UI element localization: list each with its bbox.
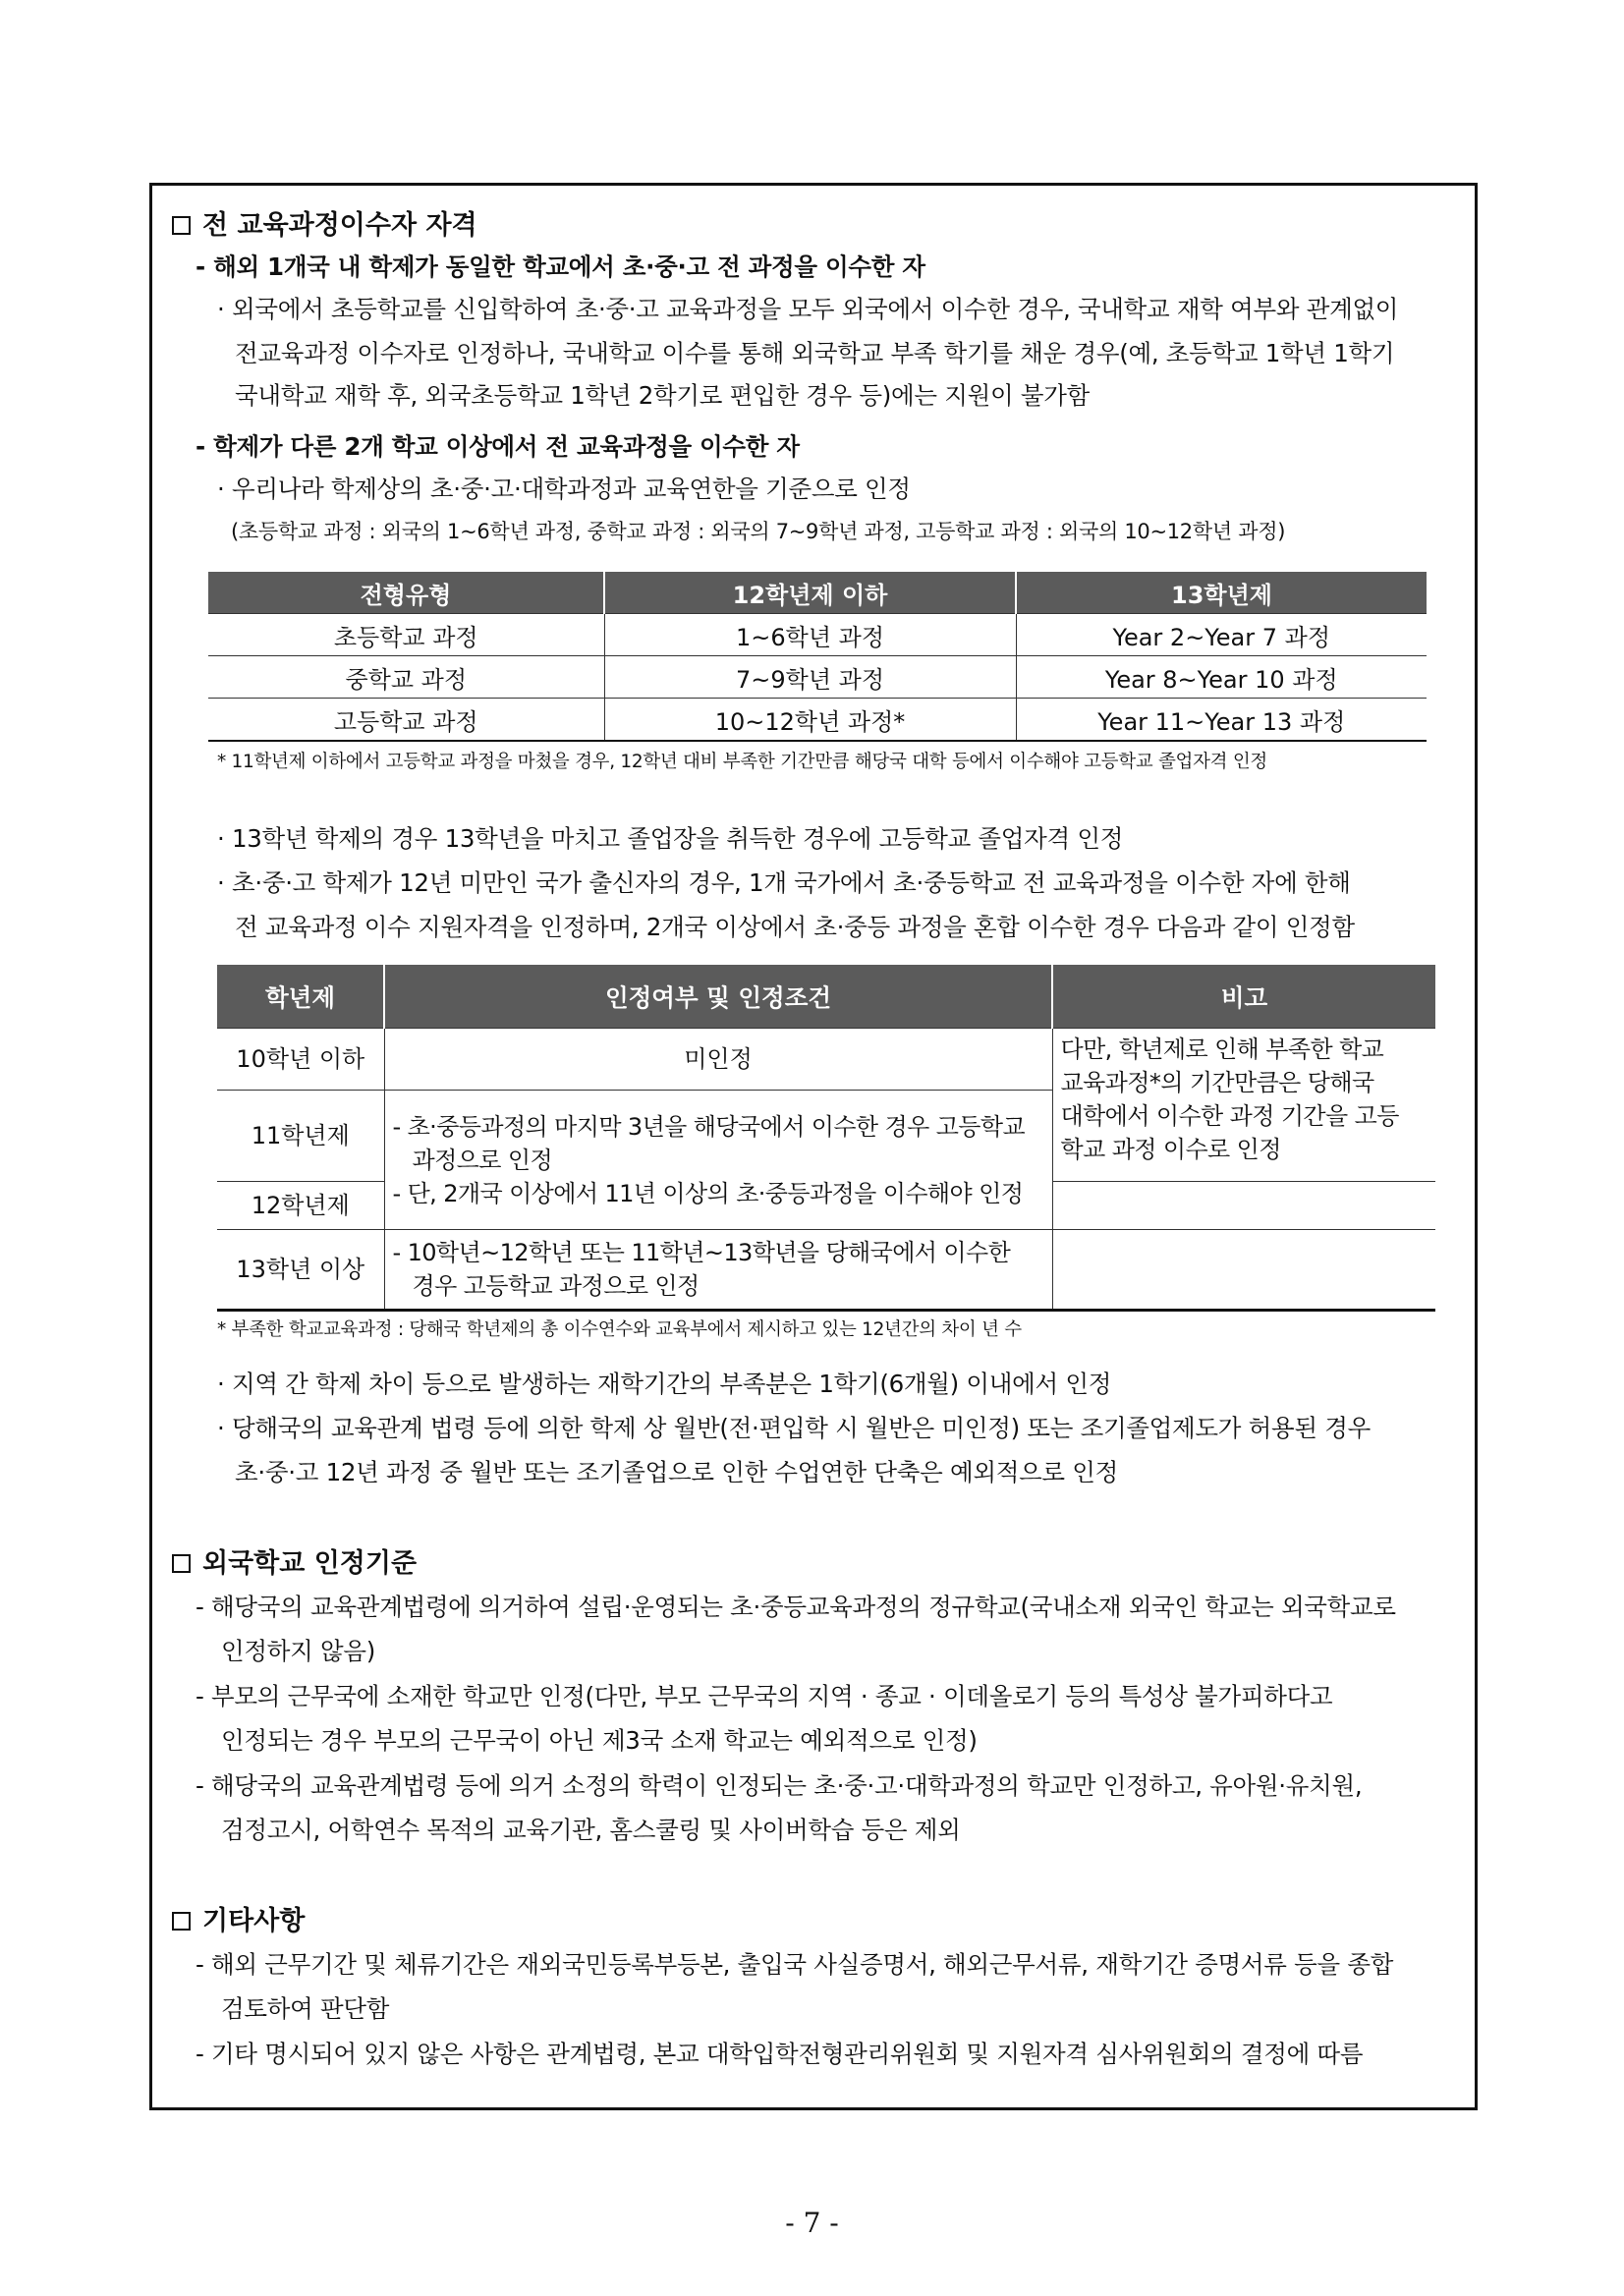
text-line: 전 교육과정 이수 지원자격을 인정하며, 2개국 이상에서 초·중등 과정을 혼합 이수한 경우 다음과 같이 인정함 (235, 913, 1355, 941)
table-footnote: * 11학년제 이하에서 고등학교 과정을 마쳤을 경우, 12학년 대비 부족한 기간만큼 해당국 대학 등에서 이수해야 고등학교 졸업자격 인정 (217, 752, 1267, 772)
text-line: 국내학교 재학 후, 외국초등학교 1학년 2학기로 편입한 경우 등)에는 지원이 불가함 (235, 381, 1090, 410)
text-line: 검토하여 판단함 (221, 1994, 390, 2023)
checkbox-square-icon (172, 216, 191, 235)
table-cell: 7~9학년 과정 (604, 656, 1016, 699)
text-line: 검정고시, 어학연수 목적의 교육기관, 홈스쿨링 및 사이버학습 등은 제외 (221, 1816, 961, 1844)
section-title-foreign-school: 외국학교 인정기준 (172, 1541, 417, 1580)
table-cell: - 10학년~12학년 또는 11학년~13학년을 당해국에서 이수한 경우 고등학교 과정으로 인정 (384, 1230, 1052, 1311)
table-cell: 1~6학년 과정 (604, 614, 1016, 656)
table-cell: 13학년 이상 (217, 1230, 384, 1311)
table-footnote: * 부족한 학교교육과정 : 당해국 학년제의 총 이수연수와 교육부에서 제시하고 있는 12년간의 차이 년 수 (217, 1319, 1022, 1340)
text-line: · 우리나라 학제상의 초·중·고·대학과정과 교육연한을 기준으로 인정 (217, 475, 911, 503)
text-line: (초등학교 과정 : 외국의 1~6학년 과정, 중학교 과정 : 외국의 7~9학년 과정, 고등학교 과정 : 외국의 10~12학년 과정) (231, 520, 1286, 543)
table-cell: 초등학교 과정 (208, 614, 604, 656)
sub-heading-same-school: - 해외 1개국 내 학제가 동일한 학교에서 초·중·고 전 과정을 이수한 자 (196, 252, 925, 281)
table-row (208, 614, 1427, 656)
table-header: 13학년제 (1016, 572, 1427, 614)
text-line: - 기타 명시되어 있지 않은 사항은 관계법령, 본교 대학입학전형관리위원회 및 지원자격 심사위원회의 결정에 따름 (196, 2040, 1364, 2068)
table-header-row (217, 965, 1435, 1029)
page-number: - 7 - (785, 2207, 839, 2239)
table-cell: 고등학교 과정 (208, 699, 604, 742)
table-header: 전형유형 (208, 572, 604, 614)
text-line: 인정되는 경우 부모의 근무국이 아닌 제3국 소재 학교는 예외적으로 인정) (221, 1726, 978, 1755)
table-cell: Year 8~Year 10 과정 (1016, 656, 1427, 699)
section-title-curriculum: 전 교육과정이수자 자격 (172, 203, 477, 242)
sub-heading-multi-school: - 학제가 다른 2개 학교 이상에서 전 교육과정을 이수한 자 (196, 432, 800, 461)
text-line: · 지역 간 학제 차이 등으로 발생하는 재학기간의 부족분은 1학기(6개월) 이내에서 인정 (217, 1370, 1112, 1398)
text-line: - 해당국의 교육관계법령 등에 의거 소정의 학력이 인정되는 초·중·고·대학과정의 학교만 인정하고, 유아원·유치원, (196, 1771, 1363, 1800)
text-line: · 초·중·고 학제가 12년 미만인 국가 출신자의 경우, 1개 국가에서 초·중등학교 전 교육과정을 이수한 자에 한해 (217, 868, 1351, 897)
table-header: 학년제 (217, 965, 384, 1029)
text-line: 초·중·고 12년 과정 중 월반 또는 조기졸업으로 인한 수업연한 단축은 예외적으로 인정 (235, 1458, 1119, 1486)
remark-cell: 다만, 학년제로 인해 부족한 학교 교육과정*의 기간만큼은 당해국 대학에서 이수한 과정 기간을 고등 학교 과정 이수로 인정 (1052, 1029, 1435, 1182)
table-row (217, 1230, 1435, 1311)
table-row (217, 1029, 1435, 1091)
checkbox-square-icon (172, 1912, 191, 1931)
table-row (208, 656, 1427, 699)
text-line: 인정하지 않음) (221, 1637, 375, 1665)
table-cell (1052, 1230, 1435, 1311)
table-cell: 11학년제 (217, 1091, 384, 1182)
content-frame (149, 183, 1478, 2110)
text-line: - 해외 근무기간 및 체류기간은 재외국민등록부등본, 출입국 사실증명서, 해외근무서류, 재학기간 증명서류 등을 종합 (196, 1950, 1394, 1979)
checkbox-square-icon (172, 1554, 191, 1573)
table-cell: 12학년제 (217, 1182, 384, 1230)
text-line: · 13학년 학제의 경우 13학년을 마치고 졸업장을 취득한 경우에 고등학교 졸업자격 인정 (217, 824, 1124, 853)
table-cell: 10~12학년 과정* (604, 699, 1016, 742)
table-header: 비고 (1052, 965, 1435, 1029)
text-line: - 해당국의 교육관계법령에 의거하여 설립·운영되는 초·중등교육과정의 정규학교(국내소재 외국인 학교는 외국학교로 (196, 1593, 1396, 1621)
text-line: · 당해국의 교육관계 법령 등에 의한 학제 상 월반(전·편입학 시 월반은 미인정) 또는 조기졸업제도가 허용된 경우 (217, 1414, 1371, 1442)
grade-system-table (217, 965, 1435, 1312)
table-row (208, 699, 1427, 742)
curriculum-table (208, 572, 1427, 742)
table-cell: 미인정 (384, 1029, 1052, 1091)
table-cell: 중학교 과정 (208, 656, 604, 699)
table-cell: 10학년 이하 (217, 1029, 384, 1091)
table-cell: Year 2~Year 7 과정 (1016, 614, 1427, 656)
section-title-other: 기타사항 (172, 1899, 305, 1937)
table-cell: - 초·중등과정의 마지막 3년을 해당국에서 이수한 경우 고등학교 과정으로 인정 - 단, 2개국 이상에서 11년 이상의 초·중등과정을 이수해야 인정 (384, 1091, 1052, 1230)
table-header-row (208, 572, 1427, 614)
text-line: · 외국에서 초등학교를 신입학하여 초·중·고 교육과정을 모두 외국에서 이수한 경우, 국내학교 재학 여부와 관계없이 (217, 295, 1399, 323)
text-line: 전교육과정 이수자로 인정하나, 국내학교 이수를 통해 외국학교 부족 학기를 채운 경우(예, 초등학교 1학년 1학기 (235, 339, 1395, 367)
table-header: 인정여부 및 인정조건 (384, 965, 1052, 1029)
table-cell (1052, 1182, 1435, 1230)
table-cell: Year 11~Year 13 과정 (1016, 699, 1427, 742)
table-header: 12학년제 이하 (604, 572, 1016, 614)
text-line: - 부모의 근무국에 소재한 학교만 인정(다만, 부모 근무국의 지역 · 종교 · 이데올로기 등의 특성상 불가피하다고 (196, 1682, 1333, 1710)
